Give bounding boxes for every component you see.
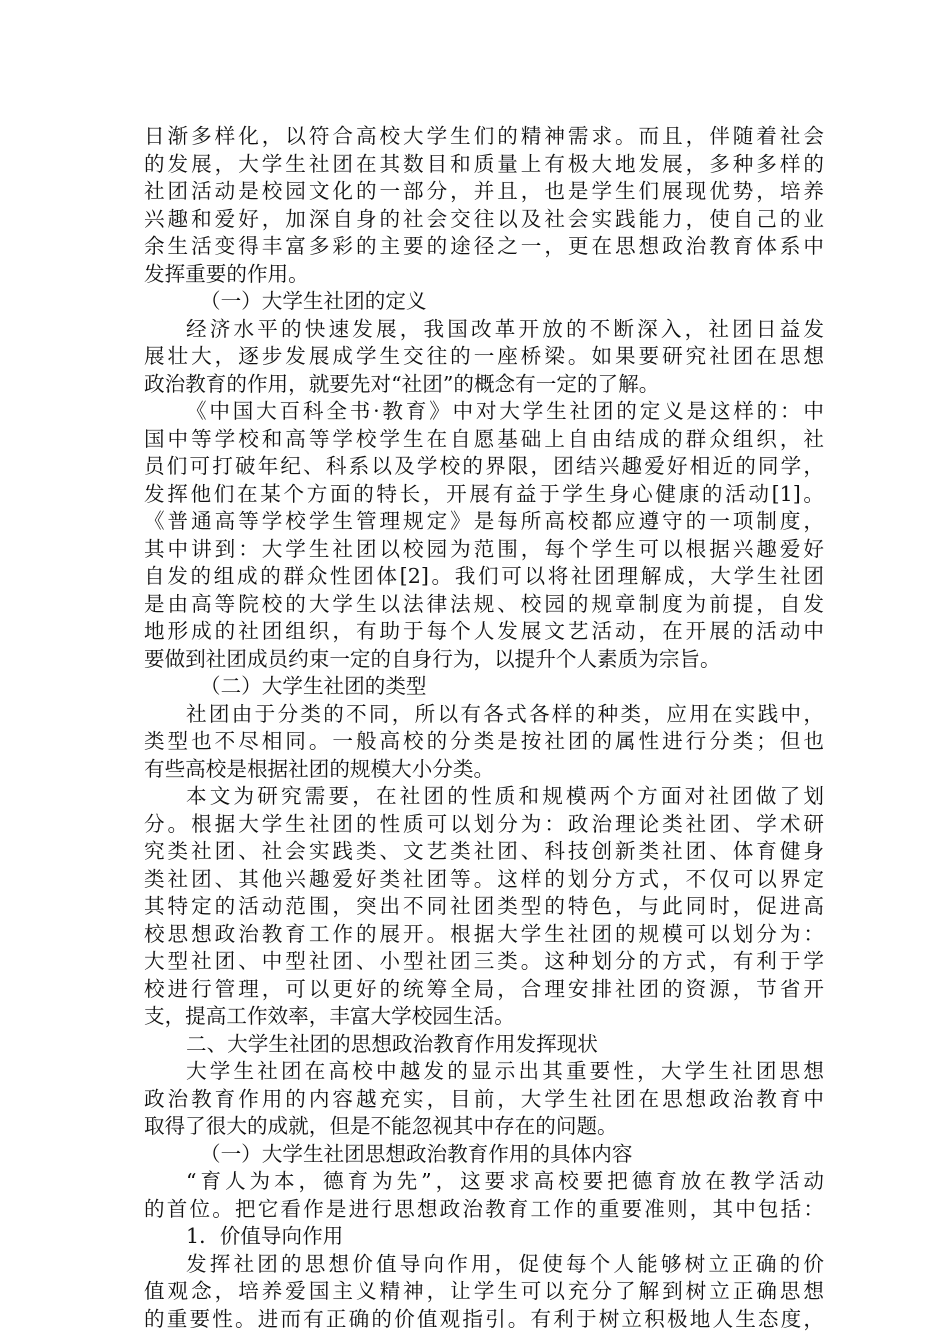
text-line: 《普通高等学校学生管理规定》是每所高校都应遵守的一项制度，: [144, 509, 824, 533]
text-line: 的重要性。进而有正确的价值观指引。有利于树立积极地人生态度，: [144, 1306, 824, 1331]
text-line: 自发的组成的群众性团体[2]。我们可以将社团理解成，大学生社团: [144, 564, 824, 588]
text-line: 经济水平的快速发展，我国改革开放的不断深入，社团日益发: [186, 316, 824, 341]
text-line: 员们可打破年纪、科系以及学校的界限，团结兴趣爱好相近的同学，: [144, 454, 824, 478]
text-line: 类社团、其他兴趣爱好类社团等。这样的划分方式，不仅可以界定: [144, 866, 824, 891]
section-heading: （一）大学生社团的定义: [200, 289, 427, 313]
text-line: 政治教育作用的内容越充实，目前，大学生社团在思想政治教育中: [144, 1086, 824, 1111]
text-line: 取得了很大的成就，但是不能忽视其中存在的问题。: [144, 1114, 618, 1138]
text-line: 社团活动是校园文化的一部分，并且，也是学生们展现优势，培养: [144, 179, 824, 203]
text-line: 校思想政治教育工作的展开。根据大学生社团的规模可以划分为：: [144, 921, 824, 946]
section-heading: 二、大学生社团的思想政治教育作用发挥现状: [186, 1031, 598, 1056]
section-heading: （二）大学生社团的类型: [200, 674, 427, 698]
text-line: 地形成的社团组织，有助于每个人发展文艺活动，在开展的活动中: [144, 619, 824, 643]
text-line: 值观念，培养爱国主义精神，让学生可以充分了解到树立正确思想: [144, 1279, 824, 1303]
text-line: 要做到社团成员约束一定的自身行为，以提升个人素质为宗旨。: [144, 646, 721, 671]
text-line: 大学生社团在高校中越发的显示出其重要性，大学生社团思想: [186, 1059, 824, 1083]
text-line: 发挥重要的作用。: [144, 261, 309, 286]
text-line: 《中国大百科全书·教育》中对大学生社团的定义是这样的：中: [186, 399, 824, 423]
text-line: 本文为研究需要，在社团的性质和规模两个方面对社团做了划: [186, 784, 824, 808]
text-line: 究类社团、社会实践类、文艺类社团、科技创新类社团、体育健身: [144, 839, 824, 863]
text-line: 发挥他们在某个方面的特长，开展有益于学生身心健康的活动[1]。: [144, 481, 824, 506]
text-line: 的发展，大学生社团在其数目和质量上有极大地发展，多种多样的: [144, 151, 824, 176]
text-line: 有些高校是根据社团的规模大小分类。: [144, 756, 495, 781]
text-line: 分。根据大学生社团的性质可以划分为：政治理论类社团、学术研: [144, 811, 824, 836]
text-line: “育人为本，德育为先”，这要求高校要把德育放在教学活动: [186, 1169, 824, 1193]
text-line: 发挥社团的思想价值导向作用，促使每个人能够树立正确的价: [186, 1251, 824, 1276]
text-line: 国中等学校和高等学校学生在自愿基础上自由结成的群众组织，社: [144, 426, 824, 451]
text-line: 类型也不尽相同。一般高校的分类是按社团的属性进行分类；但也: [144, 729, 824, 753]
text-line: 余生活变得丰富多彩的主要的途径之一，更在思想政治教育体系中: [144, 234, 824, 258]
text-line: 的首位。把它看作是进行思想政治教育工作的重要准则，其中包括：: [144, 1196, 824, 1221]
text-line: 其特定的活动范围，突出不同社团类型的特色，与此同时，促进高: [144, 894, 824, 918]
text-line: 日渐多样化，以符合高校大学生们的精神需求。而且，伴随着社会: [144, 124, 824, 148]
text-line: 校进行管理，可以更好的统筹全局，合理安排社团的资源，节省开: [144, 976, 824, 1001]
subsection-heading: 1．价值导向作用: [186, 1224, 344, 1248]
text-line: 社团由于分类的不同，所以有各式各样的种类，应用在实践中，: [186, 701, 824, 726]
text-line: 是由高等院校的大学生以法律法规、校园的规章制度为前提，自发: [144, 591, 824, 616]
text-line: 支，提高工作效率，丰富大学校园生活。: [144, 1004, 515, 1028]
section-heading: （一）大学生社团思想政治教育作用的具体内容: [200, 1141, 633, 1166]
text-line: 其中讲到：大学生社团以校园为范围，每个学生可以根据兴趣爱好: [144, 536, 824, 561]
text-line: 大型社团、中型社团、小型社团三类。这种划分的方式，有利于学: [144, 949, 824, 973]
text-line: 兴趣和爱好，加深自身的社会交往以及社会实践能力，使自己的业: [144, 206, 824, 231]
text-line: 展壮大，逐步发展成学生交往的一座桥梁。如果要研究社团在思想: [144, 344, 824, 368]
text-line: 政治教育的作用，就要先对“社团”的概念有一定的了解。: [144, 371, 660, 396]
body-text: [144, 123, 824, 1333]
